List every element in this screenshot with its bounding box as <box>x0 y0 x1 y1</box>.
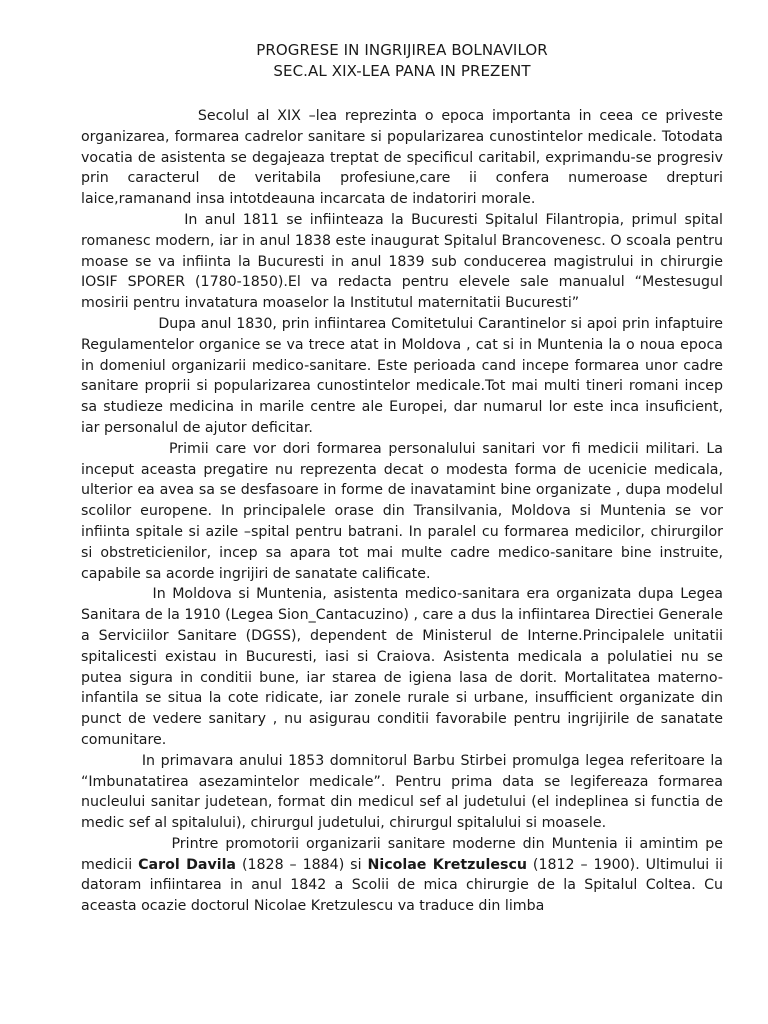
paragraph-text: Dupa anul 1830, prin infiintarea Comitetului Carantinelor si apoi prin infaptuire Regulamentelor organice se va trece atat in Moldova , cat si in Muntenia la o noua epoca in domeniul organizarii medico-sanitare. Este perioada cand incepe formarea unor cadre sanitare proprii si popularizarea cunostintelor medicale.Tot mai multi tineri romani incep sa studieze medicina in marile centre ale Europei, dar numarul lor este inca insuficient, iar personalul de ajutor deficitar. <box>81 315 723 436</box>
title-block <box>81 40 723 82</box>
paragraph-text-before: Printre promotorii organizarii sanitare moderne din Muntenia ii amintim pe medicii <box>81 835 723 873</box>
document-title-line-2: SEC.AL XIX-LEA PANA IN PREZENT <box>273 62 531 80</box>
paragraph-indent <box>81 836 172 852</box>
paragraph-indent <box>81 586 153 602</box>
paragraph-indent <box>81 753 142 769</box>
person-name-carol-davila: Carol Davila <box>138 856 237 873</box>
paragraph-4 <box>81 439 723 585</box>
paragraph-5 <box>81 584 723 750</box>
paragraph-indent <box>81 212 184 228</box>
paragraph-text: In Moldova si Muntenia, asistenta medico-sanitara era organizata dupa Legea Sanitara de la 1910 (Legea Sion_Cantacuzino) , care a dus la infiintarea Directiei Generale a Serviciilor Sanitare (DGSS), dependent de Ministerul de Interne.Principalele unitatii spitalicesti existau in Bucuresti, iasi si Craiova. Asistenta medicala a polulatiei nu se putea sigura in conditii bune, iar starea de igiena lasa de dorit. Mortalitatea materno-infantila se situa la cote ridicate, iar zonele rurale si urbane, insufficient organizate din punct de vedere sanitary , nu asigurau conditii favorabile pentru ingrijirile de sanatate comunitare. <box>81 586 724 748</box>
paragraph-text: Primii care vor dori formarea personalului sanitari vor fi medicii militari. La inceput aceasta pregatire nu reprezenta decat o modesta forma de ucenicie medicala, ulterior ea avea sa se desfasoare in forme de inavatamint bine organizate , dupa modelul scolilor europene. In principalele orase din Transilvania, Moldova si Muntenia se vor infiinta spitale si azile –spital pentru batrani. In paralel cu formarea medicilor, chirurgilor si obstreticienilor, incep sa apara tot mai multe cadre medico-sanitare bine instruite, capabile sa acorde ingrijiri de sanatate calificate. <box>81 440 724 582</box>
paragraph-1 <box>81 106 723 210</box>
paragraph-text: In primavara anului 1853 domnitorul Barbu Stirbei promulga legea referitoare la “Imbunatatirea asezamintelor medicale”. Pentru prima data se legifereaza formarea nucleului sanitar judetean, format din medicul sef al judetului (el indeplinea si functia de medic sef al spitalului), chirurgul judetului, chirurgul spitalului si moasele. <box>81 752 724 832</box>
paragraph-text: In anul 1811 se infiinteaza la Bucuresti Spitalul Filantropia, primul spital romanesc modern, iar in anul 1838 este inaugurat Spitalul Brancovenesc. O scoala pentru moase se va infiinta la Bucuresti in anul 1839 sub conducerea magistrului in chirurgie IOSIF SPORER (1780-1850).El va redacta pentru elevele sale manualul “Mestesugul mosirii pentru invatatura moaselor la Institutul maternitatii Bucuresti” <box>81 211 723 312</box>
person-name-nicolae-kretzulescu: Nicolae Kretzulescu <box>367 856 527 873</box>
paragraph-indent <box>81 316 158 332</box>
paragraph-7 <box>81 834 723 917</box>
document-title-line-1: PROGRESE IN INGRIJIREA BOLNAVILOR <box>256 41 548 59</box>
paragraph-indent <box>81 441 169 457</box>
paragraph-text-after: (1812 – 1900). Ultimului ii datoram infiintarea in anul 1842 a Scolii de mica chirurgie de la Spitalul Coltea. Cu aceasta ocazie doctorul Nicolae Kretzulescu va traduce din limba <box>81 856 723 915</box>
paragraph-2 <box>81 210 723 314</box>
paragraph-indent <box>81 108 198 124</box>
paragraph-6 <box>81 751 723 834</box>
paragraph-text: Secolul al XIX –lea reprezinta o epoca importanta in ceea ce priveste organizarea, formarea cadrelor sanitare si popularizarea cunostintelor medicale. Totodata vocatia de asistenta se degajeaza treptat de specificul caritabil, exprimandu-se progresiv prin caracterul de veritabila profesiune,care ii confera numeroase drepturi laice,ramanand insa intotdeauna incarcata de indatoriri morale. <box>81 108 723 208</box>
document-page <box>81 40 723 917</box>
paragraph-text-mid: (1828 – 1884) si <box>236 856 368 873</box>
paragraph-3 <box>81 314 723 439</box>
